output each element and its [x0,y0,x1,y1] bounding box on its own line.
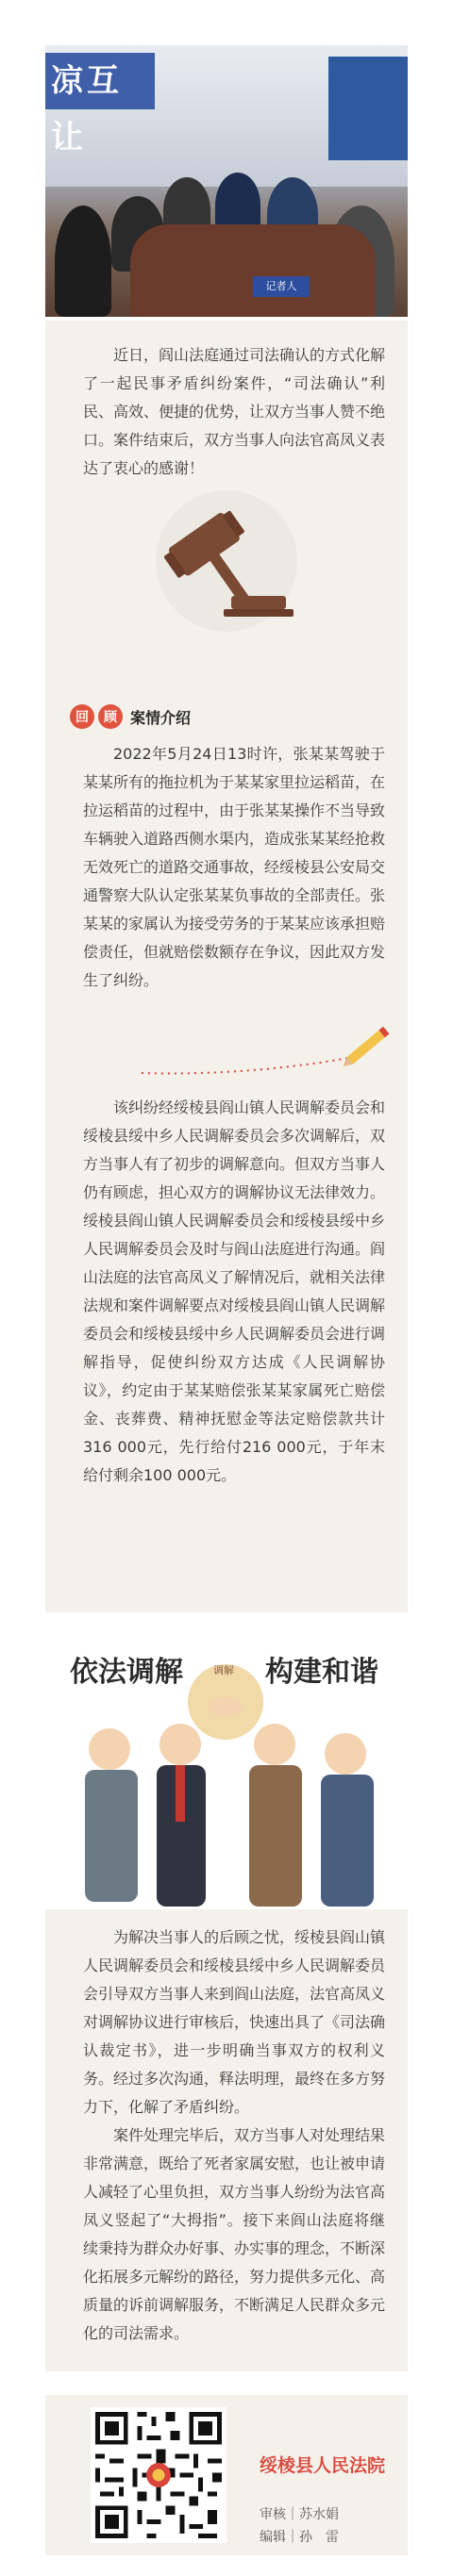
comic-left-text: 依法调解 [70,1656,183,1689]
section-badge: 回 [70,704,94,729]
section-title: 案情介绍 [130,708,192,727]
pencil-divider [132,1018,396,1084]
photo-wall-sign: 凉互让 [45,53,155,109]
comic-person-right [249,1724,302,1907]
case-paragraph-3: 为解决当事人的后顾之忧，绥棱县阎山镇人民调解委员会和绥棱县绥中乡人民调解委员会引导双方当事人来到阎山法庭，法官高凤义对调解协议进行审核后，快速出具了《司法确认裁定书》，进一步明确当事双方的权利义务。经过多次沟通，释法明理，最终在多方努力下，化解了矛盾纠纷。 [83,1928,386,2116]
editor-credit: 编辑｜孙 雷 [260,2530,339,2545]
case-paragraph-4: 案件处理完毕后，双方当事人对处理结果非常满意，既给了死者家属安慰，也让被申请人减轻了心里负担，双方当事人纷纷为法官高凤义竖起了“大拇指”。接下来阎山法庭将继续秉持为群众办好事、办实事的理念，不断深化拓展多元解纷的路径，努力提供多元化、高质量的诉前调解服务，不断满足人民群众多元化的司法需求。 [83,2126,386,2342]
photo-nameplate: 记者人 [253,276,310,297]
comic-person-mediator [157,1724,206,1907]
handshake-icon [209,1697,243,1716]
photo-person [55,206,111,317]
case-paragraph-1: 2022年5月24日13时许，张某某驾驶于某某所有的拖拉机为于某某家里拉运稻苗，在拉运稻苗的过程中，由于张某某操作不当导致车辆驶入道路西侧水渠内，造成张某某经抢救无效死亡的道路交通事故，经绥棱县公安局交通警察大队认定张某某负事故的全部责任。张某某的家属认为接受劳务的于某某应该承担赔偿责任，但就赔偿数额存在争议，因此双方发生了纠纷。 [83,745,386,989]
qr-code-icon [91,2407,226,2543]
section-heading [70,702,191,731]
reviewer-credit: 审核｜苏水娟 [260,2507,339,2522]
section-badge: 顾 [98,704,123,729]
comic-right-text: 构建和谐 [265,1656,378,1689]
mediation-photo [45,45,408,317]
intro-paragraph: 近日，阎山法庭通过司法确认的方式化解了一起民事矛盾纠纷案件，“司法确认”利民、高效、便捷的优势，让双方当事人赞不绝口。案件结束后，双方当事人向法官高凤义表达了衷心的感谢！ [83,346,386,477]
comic-handshake-text: 调解 [213,1664,234,1676]
photo-notice-board [328,57,408,160]
qr-code[interactable] [91,2407,226,2543]
gavel-icon [156,490,297,632]
gavel-illustration [156,490,297,632]
photo-table [130,224,376,317]
case-paragraph-2: 该纠纷经绥棱县阎山镇人民调解委员会和绥棱县绥中乡人民调解委员会多次调解后，双方当事人有了初步的调解意向。但双方当事人仍有顾虑，担心双方的调解协议无法律效力。绥棱县阎山镇人民调解委员会和绥棱县绥中乡人民调解委员会及时与阎山法庭进行沟通。阎山法庭的法官高凤义了解情况后，就相关法律法规和案件调解要点对绥棱县阎山镇人民调解委员会和绥棱县绥中乡人民调解委员会进行调解指导，促使纠纷双方达成《人民调解协议》，约定由于某某赔偿张某某家属死亡赔偿金、丧葬费、精神抚慰金等法定赔偿款共计316 000元，先行给付216 000元，于年末给付剩余100 000元。 [83,1098,386,1484]
court-name: 绥棱县人民法院 [260,2455,386,2476]
pencil-icon [340,1027,389,1070]
mediation-comic [62,1636,389,1909]
